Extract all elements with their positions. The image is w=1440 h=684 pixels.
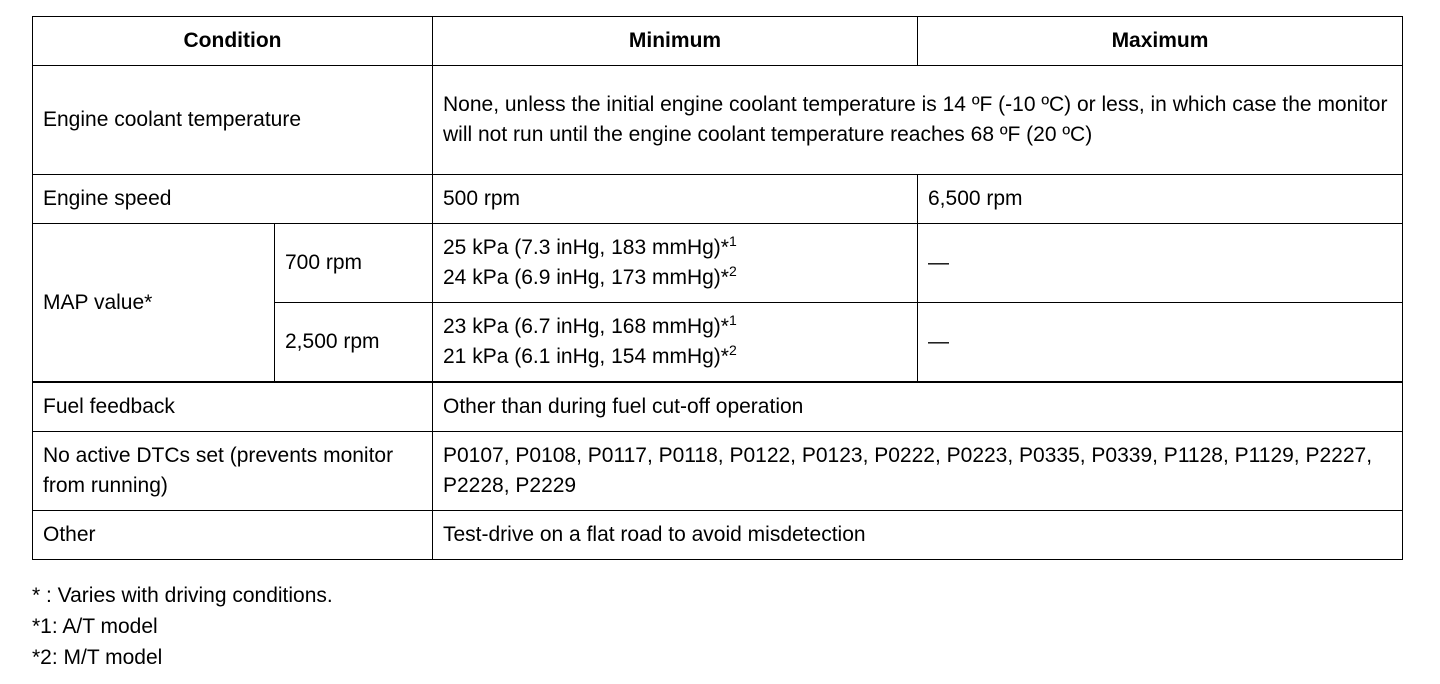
condition-cell: MAP value* xyxy=(33,224,275,383)
condition-cell: No active DTCs set (prevents monitor from running) xyxy=(33,432,433,511)
rpm-cell: 2,500 rpm xyxy=(275,303,433,383)
condition-cell: Engine coolant temperature xyxy=(33,66,433,175)
footnote-mt-model: *2: M/T model xyxy=(32,646,163,669)
rpm-cell: 700 rpm xyxy=(275,224,433,303)
footnote-varies: * : Varies with driving conditions. xyxy=(32,584,333,607)
minimum-value: 25 kPa (7.3 inHg, 183 mmHg)* xyxy=(443,236,729,259)
condition-cell: Other xyxy=(33,511,433,560)
table-row-other xyxy=(33,511,1403,560)
footnote-ref: 2 xyxy=(728,263,737,279)
footnote-at-model: *1: A/T model xyxy=(32,615,158,638)
minimum-value: 23 kPa (6.7 inHg, 168 mmHg)* xyxy=(443,315,729,338)
maximum-cell: — xyxy=(918,224,1403,303)
header-condition: Condition xyxy=(33,17,433,66)
minimum-cell: P0107, P0108, P0117, P0118, P0122, P0123, P0222, P0223, P0335, P0339, P1128, P1129, P2227, P2228, P2229 xyxy=(433,432,1403,511)
header-maximum: Maximum xyxy=(918,17,1403,66)
condition-cell: Fuel feedback xyxy=(33,382,433,432)
table-row-no-active-dtcs xyxy=(33,432,1403,511)
footnote-ref: 1 xyxy=(728,312,737,328)
condition-cell: Engine speed xyxy=(33,175,433,224)
minimum-value: 21 kPa (6.1 inHg, 154 mmHg)* xyxy=(443,345,729,368)
table-row-engine-speed xyxy=(33,175,1403,224)
maximum-cell: — xyxy=(918,303,1403,383)
minimum-line xyxy=(443,312,907,342)
header-row xyxy=(33,17,1403,66)
minimum-value: 24 kPa (6.9 inHg, 173 mmHg)* xyxy=(443,266,729,289)
minimum-line xyxy=(443,263,907,293)
minimum-cell: Test-drive on a flat road to avoid misdetection xyxy=(433,511,1403,560)
footnote-ref: 1 xyxy=(728,233,737,249)
footnote-ref: 2 xyxy=(728,342,737,358)
footnotes xyxy=(32,580,333,673)
table-row-map-value-700 xyxy=(33,224,1403,303)
minimum-line xyxy=(443,233,907,263)
table-row-engine-coolant-temperature xyxy=(33,66,1403,175)
minimum-cell xyxy=(433,224,918,303)
minimum-line xyxy=(443,342,907,372)
minimum-cell xyxy=(433,303,918,383)
minimum-cell: None, unless the initial engine coolant temperature is 14 ºF (-10 ºC) or less, in which case the monitor will not run until the engine coolant temperature reaches 68 ºF (20 ºC) xyxy=(433,66,1403,175)
table-row-fuel-feedback xyxy=(33,382,1403,432)
minimum-cell: Other than during fuel cut-off operation xyxy=(433,382,1403,432)
conditions-table xyxy=(32,16,1403,560)
header-minimum: Minimum xyxy=(433,17,918,66)
minimum-cell: 500 rpm xyxy=(433,175,918,224)
maximum-cell: 6,500 rpm xyxy=(918,175,1403,224)
